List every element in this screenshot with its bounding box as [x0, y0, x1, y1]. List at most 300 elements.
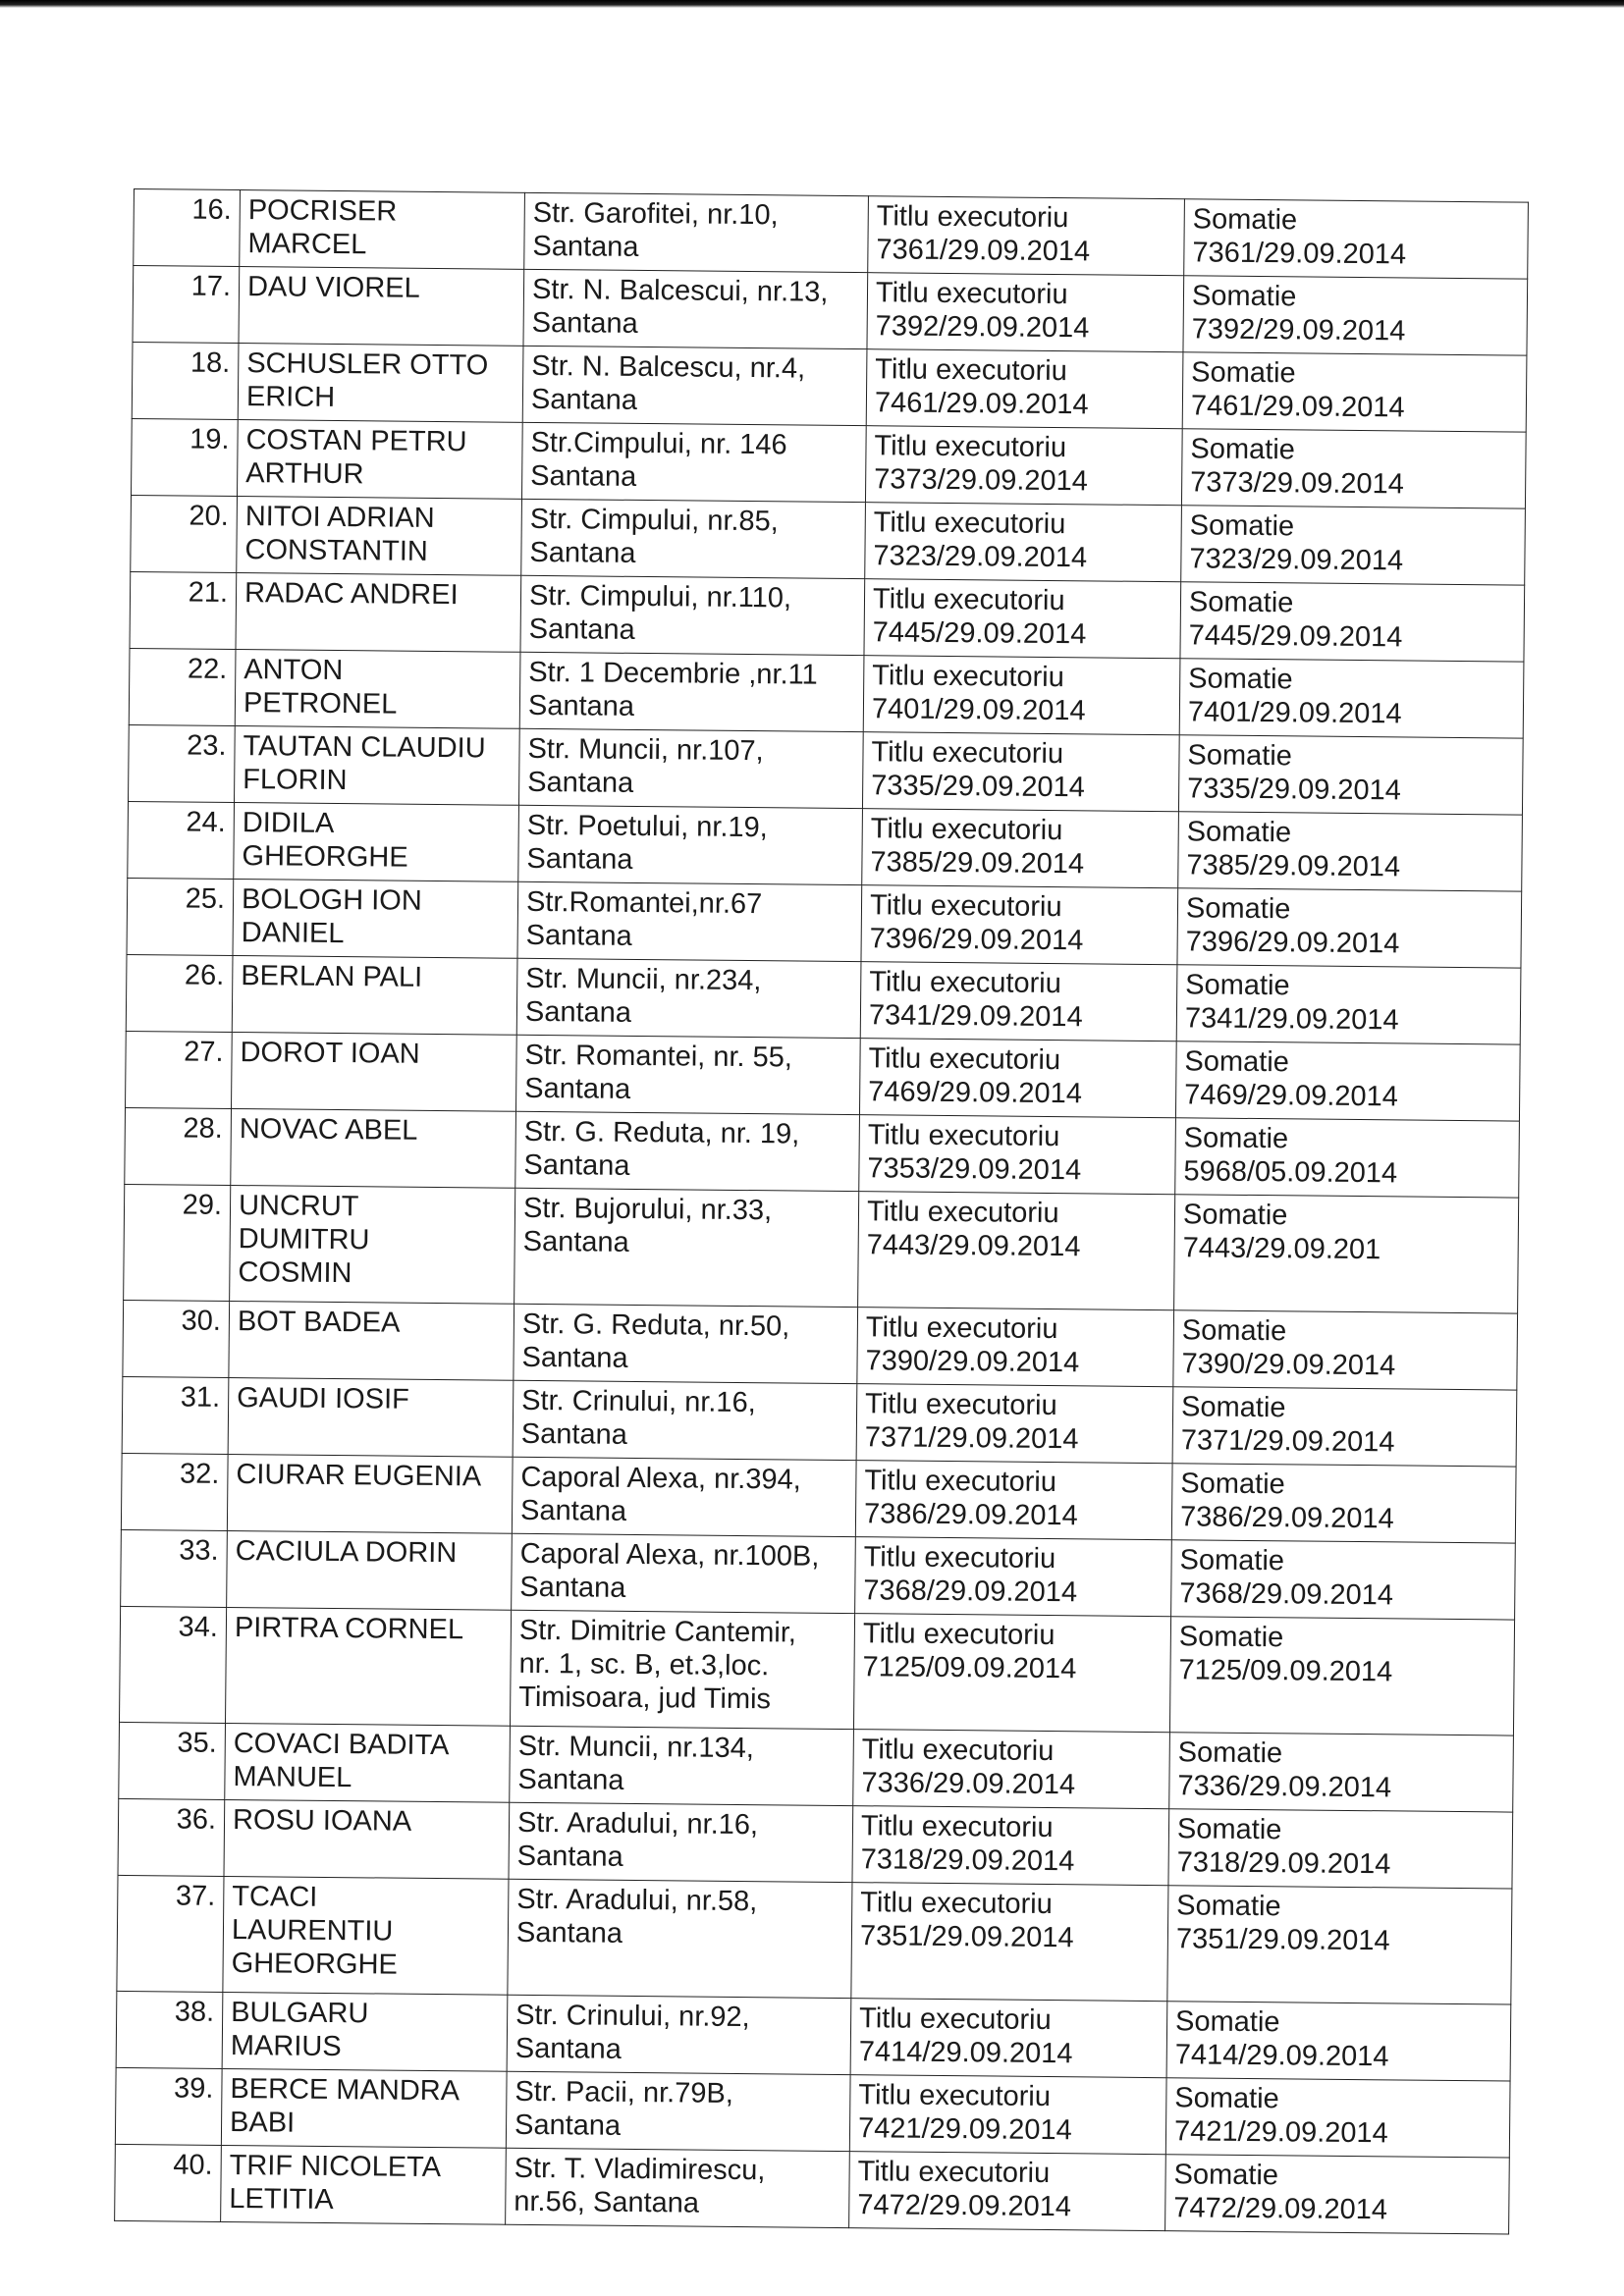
- enforcement-title-cell: [852, 1806, 1169, 1886]
- table-row: [131, 495, 1526, 585]
- enforcement-title-line: Titlu executoriu: [857, 2156, 1051, 2190]
- enforcement-title-cell: [855, 1537, 1172, 1617]
- debtor-name-line: COSMIN: [238, 1256, 352, 1290]
- enforcement-title-cell: [863, 656, 1180, 735]
- row-number: 17.: [190, 270, 232, 302]
- row-number: 35.: [177, 1727, 217, 1759]
- debtor-name-line: GHEORGHE: [231, 1948, 398, 1981]
- summons-cell: [1178, 735, 1523, 815]
- debtor-address-line: Str. Crinului, nr.92,: [515, 1999, 750, 2034]
- enforcement-title-line: Titlu executoriu: [860, 1810, 1054, 1844]
- debtor-address-line: Str. Dimitrie Cantemir,: [518, 1614, 797, 1649]
- debtor-address-line: Str. 1 Decembrie ,nr.11: [528, 656, 818, 691]
- debtor-address-line: Str. Cimpului, nr.85,: [529, 503, 779, 538]
- debtor-address-line: Str. Garofitei, nr.10,: [532, 196, 779, 232]
- enforcement-title-line: Titlu executoriu: [876, 200, 1069, 235]
- summons-cell: [1174, 1195, 1519, 1313]
- debtor-name-cell: [239, 267, 524, 347]
- enforcement-title-line: 7371/29.09.2014: [864, 1421, 1079, 1456]
- row-number-cell: [121, 1529, 228, 1607]
- enforcement-title-line: 7385/29.09.2014: [870, 846, 1085, 881]
- debtor-name-line: ERICH: [245, 381, 336, 413]
- summons-line: Somatie: [1173, 2159, 1279, 2192]
- summons-cell: [1165, 2155, 1510, 2234]
- row-number: 20.: [189, 500, 229, 532]
- enforcement-title-line: Titlu executoriu: [863, 1541, 1056, 1575]
- summons-line: Somatie: [1188, 586, 1294, 619]
- summons-line: 7371/29.09.2014: [1180, 1424, 1395, 1459]
- summons-line: Somatie: [1176, 1813, 1282, 1846]
- summons-cell: [1171, 1464, 1516, 1543]
- row-number-cell: [132, 418, 239, 496]
- summons-line: Somatie: [1187, 739, 1293, 773]
- summons-line: 7421/29.09.2014: [1173, 2115, 1388, 2150]
- debtor-name-cell: [227, 1454, 513, 1533]
- enforcement-title-line: 7323/29.09.2014: [873, 540, 1088, 574]
- debtor-name-cell: [222, 1992, 508, 2071]
- debtor-address-cell: [508, 1879, 852, 1998]
- enforcement-title-line: 7368/29.09.2014: [863, 1575, 1078, 1609]
- row-number-cell: [116, 1991, 223, 2068]
- debtor-address-line: Santana: [520, 1417, 628, 1451]
- enforcement-title-line: 7390/29.09.2014: [865, 1345, 1080, 1379]
- summons-cell: [1179, 659, 1524, 738]
- debtor-address-line: Santana: [527, 766, 634, 799]
- table-row: [115, 2144, 1510, 2234]
- enforcement-title-cell: [861, 885, 1178, 965]
- summons-line: 7351/29.09.2014: [1175, 1923, 1390, 1957]
- debtor-name-cell: [221, 2145, 507, 2224]
- debtor-table: [114, 188, 1529, 2235]
- summons-line: Somatie: [1191, 356, 1296, 390]
- debtor-name-line: BERLAN PALI: [241, 960, 423, 993]
- summons-line: 7469/29.09.2014: [1184, 1079, 1399, 1113]
- debtor-address-line: Str. Bujorului, nr.33,: [522, 1192, 773, 1227]
- summons-line: Somatie: [1185, 892, 1291, 926]
- enforcement-title-line: Titlu executoriu: [858, 2002, 1052, 2037]
- row-number-cell: [124, 1184, 231, 1301]
- debtor-address-line: Str. Crinului, nr.16,: [521, 1384, 756, 1419]
- summons-line: 7390/29.09.2014: [1181, 1348, 1396, 1382]
- debtor-address-line: Santana: [526, 842, 633, 876]
- enforcement-title-line: Titlu executoriu: [862, 1618, 1056, 1652]
- enforcement-title-cell: [850, 1999, 1167, 2078]
- row-number-cell: [121, 1453, 228, 1530]
- debtor-address-cell: [516, 958, 861, 1038]
- table-row: [133, 266, 1528, 356]
- row-number-cell: [127, 878, 234, 955]
- debtor-address-line: Caporal Alexa, nr.100B,: [519, 1537, 820, 1573]
- enforcement-title-line: Titlu executoriu: [875, 353, 1067, 388]
- summons-line: Somatie: [1191, 280, 1297, 313]
- debtor-name-cell: [232, 956, 517, 1036]
- debtor-name-line: ANTON: [244, 654, 344, 687]
- debtor-address-line: Timisoara, jud Timis: [518, 1681, 772, 1716]
- enforcement-title-line: Titlu executoriu: [872, 660, 1064, 694]
- debtor-name-cell: [234, 803, 519, 882]
- debtor-name-line: BOLOGH ION: [241, 883, 422, 917]
- debtor-address-line: nr. 1, sc. B, et.3,loc.: [518, 1647, 770, 1682]
- debtor-address-cell: [524, 192, 869, 272]
- debtor-name-line: DOROT IOAN: [240, 1037, 420, 1070]
- debtor-name-cell: [235, 726, 520, 806]
- summons-line: 7323/29.09.2014: [1189, 543, 1404, 577]
- summons-cell: [1166, 2002, 1511, 2081]
- debtor-address-line: Santana: [522, 1225, 629, 1258]
- enforcement-title-line: Titlu executoriu: [873, 507, 1066, 541]
- row-number-cell: [134, 189, 241, 267]
- enforcement-title-cell: [859, 1115, 1176, 1195]
- debtor-name-line: TCACI: [232, 1881, 318, 1913]
- summons-line: 7361/29.09.2014: [1192, 237, 1407, 271]
- row-number-cell: [130, 571, 237, 649]
- row-number: 31.: [180, 1381, 221, 1414]
- debtor-address-line: Santana: [531, 306, 638, 340]
- debtor-name-line: CIURAR EUGENIA: [236, 1459, 482, 1493]
- row-number-cell: [126, 1031, 233, 1108]
- debtor-name-line: POCRISER: [247, 194, 398, 228]
- row-number-cell: [125, 1107, 232, 1185]
- summons-cell: [1181, 429, 1526, 508]
- debtor-name-line: ARTHUR: [245, 457, 364, 491]
- summons-cell: [1183, 276, 1528, 355]
- enforcement-title-cell: [862, 809, 1179, 888]
- summons-cell: [1181, 506, 1526, 585]
- summons-line: Somatie: [1180, 1468, 1285, 1501]
- debtor-name-cell: [232, 1033, 517, 1112]
- table-row: [130, 571, 1525, 662]
- enforcement-title-line: Titlu executoriu: [867, 1119, 1060, 1153]
- debtor-address-line: Santana: [527, 689, 635, 722]
- summons-line: 7396/29.09.2014: [1185, 926, 1400, 960]
- table-row: [122, 1376, 1517, 1467]
- row-number: 33.: [179, 1534, 219, 1567]
- row-number-cell: [118, 1798, 225, 1876]
- enforcement-title-cell: [855, 1461, 1172, 1540]
- debtor-name-line: MANUEL: [233, 1761, 352, 1794]
- row-number-cell: [132, 342, 239, 419]
- debtor-address-line: Str. Muncii, nr.234,: [525, 962, 762, 997]
- debtor-address-line: Str. Pacii, nr.79B,: [514, 2075, 734, 2109]
- row-number: 36.: [176, 1803, 217, 1836]
- enforcement-title-cell: [865, 426, 1182, 506]
- enforcement-title-line: 7396/29.09.2014: [869, 923, 1084, 957]
- debtor-address-cell: [521, 499, 866, 578]
- enforcement-title-line: Titlu executoriu: [868, 1042, 1061, 1077]
- debtor-address-cell: [512, 1533, 856, 1613]
- debtor-address-line: Str. N. Balcescu, nr.4,: [531, 349, 806, 385]
- enforcement-title-line: 7401/29.09.2014: [871, 693, 1086, 727]
- debtor-name-line: DANIEL: [241, 917, 345, 950]
- debtor-address-line: Str. Poetului, nr.19,: [526, 809, 768, 844]
- enforcement-title-line: 7335/29.09.2014: [871, 770, 1086, 804]
- debtor-name-cell: [225, 1607, 511, 1726]
- debtor-name-line: DUMITRU: [238, 1223, 370, 1256]
- summons-cell: [1175, 1118, 1520, 1198]
- summons-line: Somatie: [1174, 2082, 1279, 2115]
- table-row: [132, 342, 1527, 432]
- enforcement-title-cell: [868, 196, 1185, 276]
- debtor-name-line: CACIULA DORIN: [235, 1535, 458, 1570]
- summons-line: 7445/29.09.2014: [1188, 619, 1403, 654]
- debtor-name-cell: [224, 1799, 510, 1879]
- debtor-address-line: Santana: [530, 383, 638, 416]
- debtor-address-cell: [522, 346, 867, 425]
- debtor-address-line: Santana: [514, 2032, 623, 2065]
- table-row: [126, 1031, 1521, 1121]
- debtor-address-line: Santana: [528, 613, 635, 646]
- debtor-name-cell: [229, 1301, 514, 1380]
- summons-line: Somatie: [1188, 663, 1293, 696]
- summons-line: 7336/29.09.2014: [1177, 1770, 1392, 1804]
- enforcement-title-line: Titlu executoriu: [858, 2079, 1052, 2113]
- summons-cell: [1167, 1886, 1512, 2004]
- enforcement-title-cell: [849, 2075, 1166, 2155]
- debtor-address-line: Santana: [514, 2109, 622, 2142]
- row-number: 21.: [188, 576, 229, 609]
- summons-line: Somatie: [1174, 2005, 1280, 2039]
- summons-cell: [1172, 1387, 1517, 1467]
- enforcement-title-line: Titlu executoriu: [872, 583, 1065, 617]
- enforcement-title-cell: [856, 1384, 1173, 1464]
- table-row: [119, 1722, 1514, 1812]
- summons-line: 7386/29.09.2014: [1179, 1501, 1394, 1535]
- summons-line: 7318/29.09.2014: [1176, 1846, 1391, 1881]
- debtor-name-line: GAUDI IOSIF: [237, 1382, 409, 1415]
- debtor-name-line: BABI: [229, 2107, 296, 2139]
- debtor-name-line: BULGARU: [231, 1997, 369, 2030]
- summons-line: Somatie: [1185, 969, 1290, 1002]
- enforcement-title-line: 7353/29.09.2014: [867, 1152, 1082, 1187]
- table-row: [116, 1991, 1511, 2081]
- table-row: [134, 189, 1529, 280]
- table-row: [132, 418, 1527, 508]
- row-number-cell: [120, 1606, 227, 1723]
- summons-cell: [1178, 812, 1523, 891]
- enforcement-title-line: 7443/29.09.2014: [866, 1229, 1081, 1263]
- enforcement-title-line: 7341/29.09.2014: [868, 999, 1083, 1034]
- debtor-name-cell: [223, 1876, 509, 1995]
- table-row: [115, 2067, 1510, 2158]
- debtor-address-cell: [506, 2148, 850, 2227]
- row-number-cell: [128, 801, 235, 879]
- table-row: [120, 1606, 1515, 1735]
- summons-line: Somatie: [1189, 509, 1295, 543]
- enforcement-title-cell: [859, 1039, 1176, 1118]
- debtor-address-line: Santana: [516, 1840, 623, 1873]
- enforcement-title-cell: [858, 1192, 1175, 1310]
- debtor-address-line: Str. Cimpului, nr.110,: [528, 579, 792, 614]
- enforcement-title-line: Titlu executoriu: [869, 966, 1061, 1000]
- row-number: 29.: [182, 1189, 223, 1221]
- debtor-name-cell: [236, 573, 521, 653]
- summons-line: 7414/29.09.2014: [1174, 2039, 1389, 2073]
- debtor-address-line: Str. Romantei, nr. 55,: [524, 1039, 793, 1074]
- debtor-address-line: Str. T. Vladimirescu,: [514, 2152, 766, 2187]
- summons-line: Somatie: [1176, 1890, 1281, 1923]
- debtor-name-line: LETITIA: [229, 2183, 334, 2216]
- debtor-address-cell: [515, 1111, 860, 1191]
- debtor-address-line: Santana: [529, 536, 636, 569]
- summons-line: Somatie: [1180, 1391, 1286, 1424]
- summons-line: Somatie: [1192, 203, 1298, 237]
- debtor-address-cell: [514, 1304, 858, 1383]
- debtor-name-line: COVACI BADITA: [233, 1728, 450, 1762]
- debtor-name-line: DAU VIOREL: [246, 271, 420, 304]
- debtor-address-line: Santana: [519, 1571, 626, 1604]
- summons-cell: [1171, 1540, 1516, 1620]
- scan-top-edge: [0, 0, 1624, 8]
- table-row: [123, 1300, 1518, 1390]
- summons-line: 7401/29.09.2014: [1187, 696, 1402, 730]
- debtor-address-cell: [510, 1610, 854, 1729]
- debtor-name-line: TRIF NICOLETA: [229, 2150, 442, 2184]
- debtor-name-cell: [221, 2068, 507, 2148]
- debtor-address-line: Str. Aradului, nr.58,: [516, 1883, 758, 1918]
- debtor-address-cell: [523, 269, 868, 348]
- debtor-name-line: ROSU IOANA: [232, 1804, 412, 1838]
- enforcement-title-line: Titlu executoriu: [866, 1196, 1059, 1230]
- summons-line: Somatie: [1178, 1621, 1284, 1654]
- row-number: 23.: [187, 729, 227, 762]
- enforcement-title-line: 7414/29.09.2014: [858, 2036, 1073, 2070]
- debtor-address-line: Santana: [524, 1072, 631, 1105]
- debtor-name-cell: [237, 497, 522, 576]
- enforcement-title-line: Titlu executoriu: [874, 430, 1067, 464]
- debtor-address-cell: [513, 1380, 857, 1460]
- enforcement-title-line: 7421/29.09.2014: [857, 2112, 1072, 2147]
- debtor-address-line: Str. N. Balcescui, nr.13,: [531, 273, 829, 308]
- summons-line: Somatie: [1186, 816, 1292, 849]
- table-row: [121, 1453, 1516, 1543]
- debtor-address-line: Str. Aradului, nr.16,: [516, 1806, 759, 1842]
- row-number-cell: [117, 1875, 224, 1992]
- summons-cell: [1182, 352, 1527, 432]
- row-number-cell: [131, 495, 238, 572]
- row-number: 32.: [179, 1458, 220, 1490]
- summons-cell: [1176, 965, 1521, 1044]
- debtor-address-cell: [518, 728, 863, 808]
- table-row: [129, 648, 1524, 738]
- summons-cell: [1165, 2078, 1510, 2158]
- document-page: [114, 188, 1528, 2235]
- debtor-name-line: NITOI ADRIAN: [244, 501, 435, 534]
- table-row: [121, 1529, 1516, 1620]
- enforcement-title-line: Titlu executoriu: [865, 1311, 1058, 1346]
- debtor-address-line: Str.Romantei,nr.67: [525, 885, 763, 921]
- summons-line: Somatie: [1182, 1199, 1288, 1232]
- debtor-address-line: Caporal Alexa, nr.394,: [520, 1461, 801, 1496]
- enforcement-title-line: Titlu executoriu: [875, 277, 1068, 311]
- debtor-address-cell: [515, 1035, 860, 1114]
- summons-cell: [1175, 1041, 1520, 1121]
- row-number: 39.: [173, 2072, 214, 2105]
- debtor-name-line: DIDILA: [242, 807, 335, 839]
- debtor-name-line: UNCRUT: [238, 1190, 359, 1223]
- enforcement-title-line: 7469/29.09.2014: [868, 1076, 1083, 1110]
- summons-cell: [1173, 1310, 1518, 1390]
- debtor-name-cell: [238, 344, 523, 423]
- table-row: [127, 878, 1522, 968]
- summons-line: Somatie: [1184, 1045, 1290, 1079]
- debtor-name-line: MARCEL: [247, 228, 367, 261]
- summons-line: 7373/29.09.2014: [1190, 466, 1405, 501]
- summons-line: Somatie: [1181, 1314, 1287, 1348]
- summons-line: 7368/29.09.2014: [1179, 1577, 1394, 1612]
- debtor-name-line: BOT BADEA: [237, 1306, 401, 1339]
- row-number: 37.: [175, 1880, 216, 1912]
- enforcement-title-line: Titlu executoriu: [860, 1887, 1053, 1921]
- debtor-name-line: MARIUS: [230, 2030, 342, 2063]
- enforcement-title-line: 7392/29.09.2014: [875, 310, 1090, 345]
- enforcement-title-line: Titlu executoriu: [861, 1734, 1055, 1768]
- debtor-address-line: Str. Muncii, nr.107,: [527, 732, 764, 768]
- enforcement-title-line: Titlu executoriu: [864, 1465, 1057, 1499]
- enforcement-title-line: 7472/29.09.2014: [857, 2189, 1072, 2223]
- row-number-cell: [115, 2144, 222, 2221]
- enforcement-title-line: 7386/29.09.2014: [863, 1498, 1078, 1532]
- row-number: 24.: [186, 806, 226, 838]
- enforcement-title-line: 7361/29.09.2014: [876, 234, 1091, 268]
- summons-line: 7472/29.09.2014: [1173, 2192, 1388, 2226]
- summons-line: 5968/05.09.2014: [1183, 1155, 1398, 1190]
- summons-line: 7341/29.09.2014: [1184, 1002, 1399, 1037]
- summons-cell: [1184, 199, 1529, 279]
- summons-line: Somatie: [1179, 1544, 1285, 1577]
- debtor-name-line: LAURENTIU: [231, 1914, 394, 1948]
- debtor-address-line: Santana: [517, 1763, 624, 1796]
- enforcement-title-cell: [853, 1730, 1170, 1809]
- table-row: [126, 954, 1521, 1044]
- debtor-name-line: PIRTRA CORNEL: [234, 1612, 464, 1646]
- debtor-address-line: Santana: [523, 1148, 630, 1182]
- table-row: [124, 1184, 1519, 1313]
- enforcement-title-line: Titlu executoriu: [864, 1388, 1057, 1422]
- summons-line: Somatie: [1190, 433, 1296, 466]
- row-number: 38.: [174, 1996, 215, 2028]
- debtor-address-line: Str.Cimpului, nr. 146: [530, 426, 787, 461]
- debtor-table-body: [115, 189, 1529, 2235]
- debtor-name-cell: [233, 880, 518, 959]
- enforcement-title-line: 7125/09.09.2014: [862, 1651, 1077, 1685]
- debtor-name-cell: [237, 420, 522, 500]
- row-number: 28.: [183, 1112, 223, 1145]
- debtor-name-line: PETRONEL: [243, 687, 398, 721]
- enforcement-title-line: Titlu executoriu: [869, 889, 1062, 924]
- debtor-address-cell: [519, 652, 864, 731]
- row-number: 26.: [184, 959, 225, 991]
- summons-line: 7461/29.09.2014: [1190, 390, 1405, 424]
- row-number: 16.: [191, 193, 232, 226]
- debtor-name-cell: [235, 650, 520, 729]
- debtor-name-line: COSTAN PETRU: [245, 424, 467, 458]
- summons-cell: [1180, 582, 1525, 662]
- table-row: [118, 1798, 1513, 1889]
- row-number-cell: [115, 2067, 222, 2145]
- summons-cell: [1168, 1809, 1513, 1889]
- debtor-address-line: Santana: [532, 230, 639, 263]
- enforcement-title-cell: [851, 1883, 1168, 2002]
- debtor-address-cell: [510, 1726, 854, 1805]
- debtor-name-line: NOVAC ABEL: [239, 1113, 418, 1147]
- debtor-address-line: Str. Muncii, nr.134,: [517, 1730, 755, 1765]
- row-number-cell: [129, 648, 236, 725]
- table-row: [128, 801, 1523, 891]
- enforcement-title-cell: [853, 1614, 1170, 1733]
- debtor-name-line: FLORIN: [243, 764, 348, 797]
- debtor-address-line: nr.56, Santana: [514, 2185, 700, 2219]
- debtor-address-cell: [512, 1457, 856, 1536]
